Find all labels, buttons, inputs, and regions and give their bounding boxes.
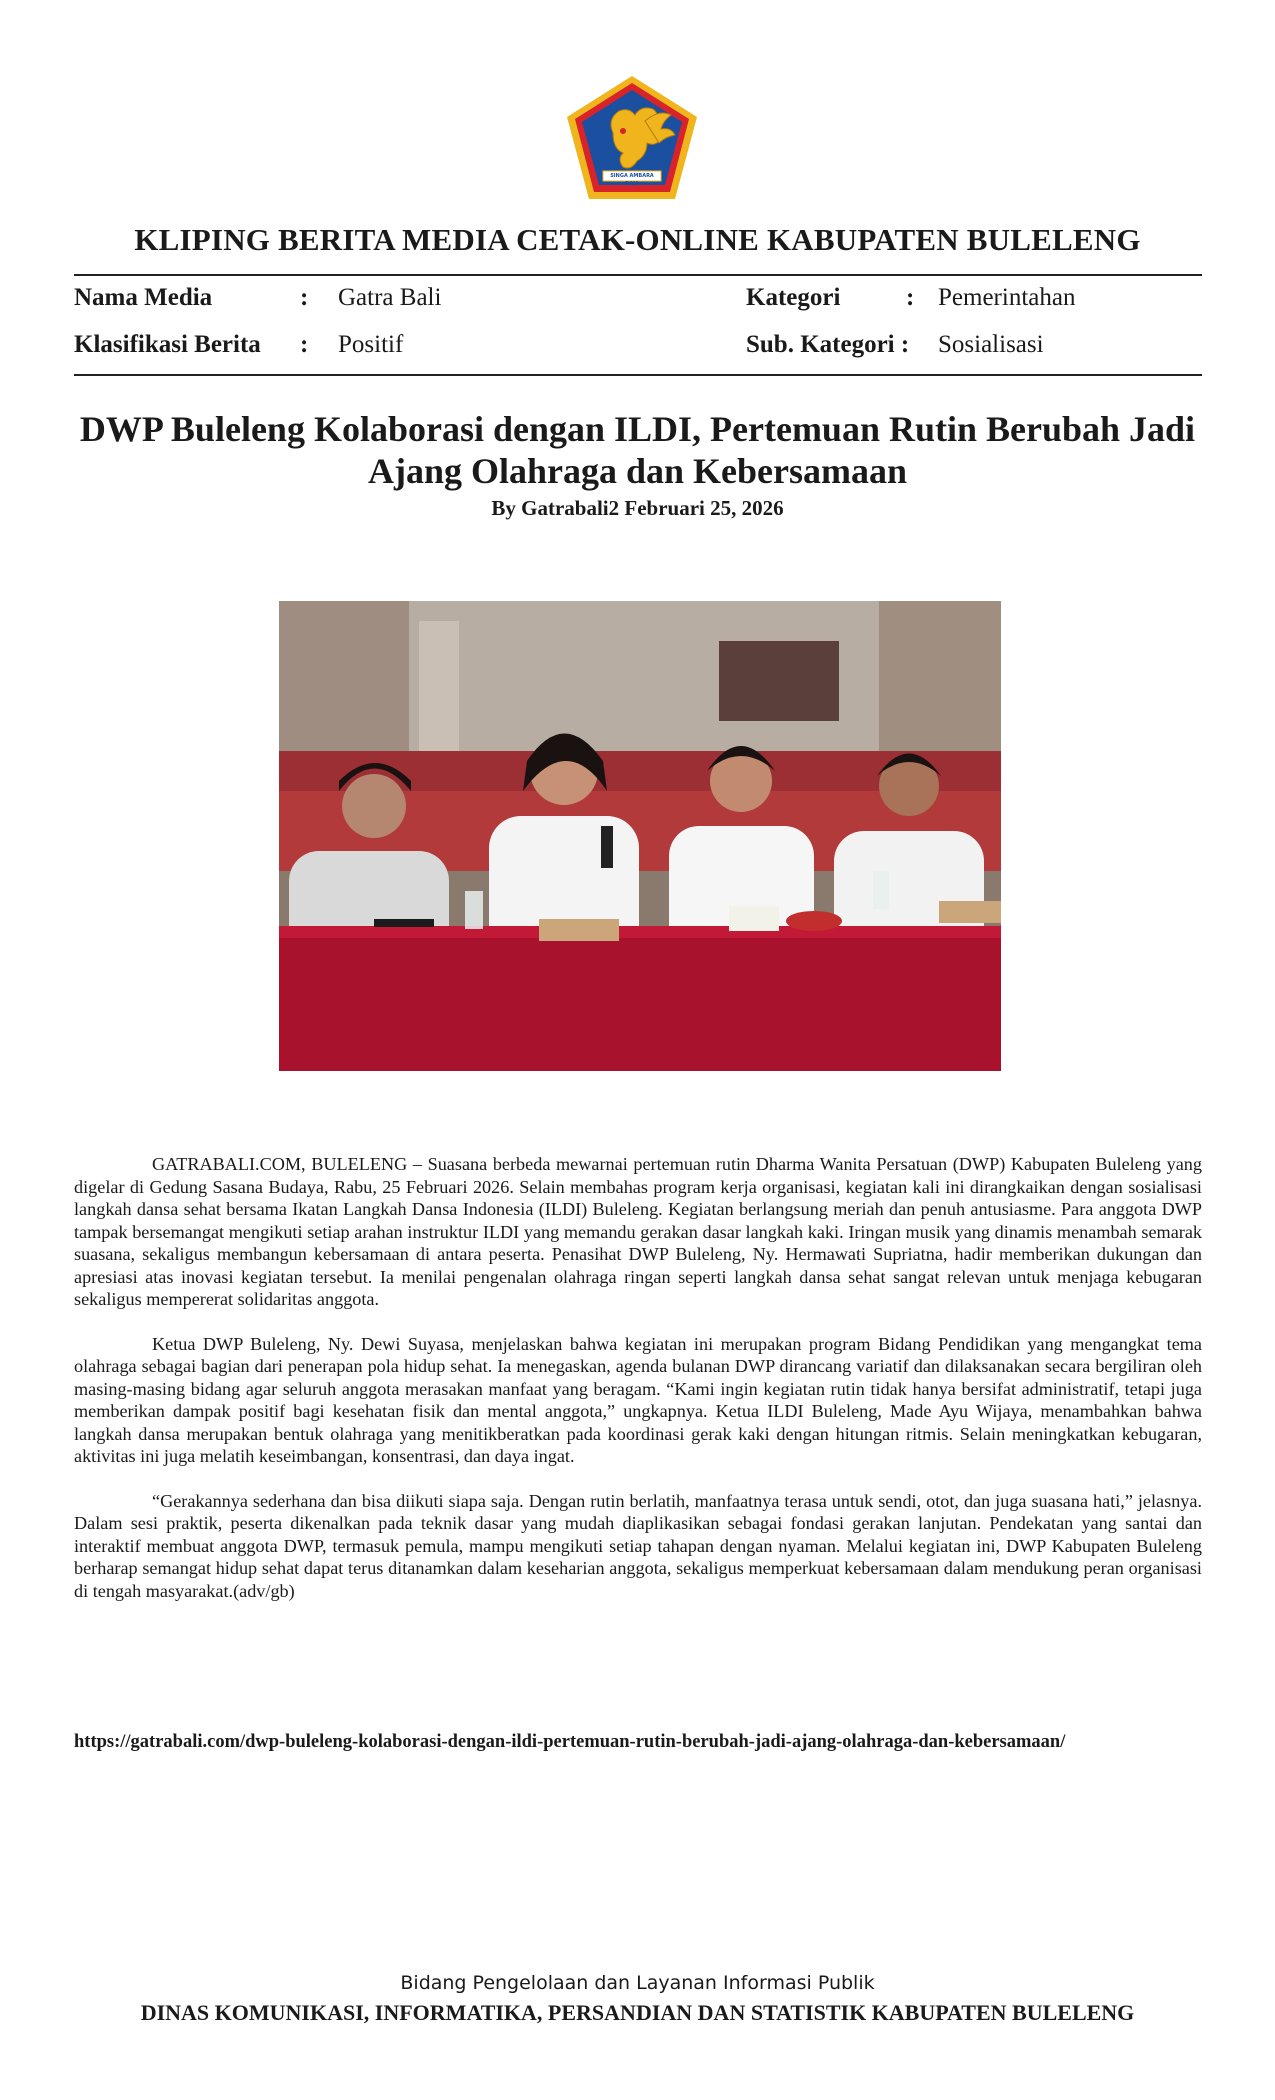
nama-media-colon: : <box>300 284 309 311</box>
kategori-value: Pemerintahan <box>938 284 1076 311</box>
article-paragraph: Ketua DWP Buleleng, Ny. Dewi Suyasa, menjelaskan bahwa kegiatan ini merupakan program Bidang Pendidikan yang mengangkat tema olahraga sebagai bagian dari penerapan pola hidup sehat. Ia menegaskan, agenda bulanan DWP dirancang variatif dan dilaksanakan secara bergiliran oleh masing-masing bidang agar seluruh anggota merasakan manfaat yang beragam. “Kami ingin kegiatan rutin tidak hanya bersifat administratif, tetapi juga memberikan dampak positif bagi kesehatan fisik dan mental anggota,” ungkapnya. Ketua ILDI Buleleng, Made Ayu Wijaya, menambahkan bahwa langkah dansa merupakan bentuk olahraga yang menitikberatkan pada koordinasi gerak kaki dengan hitungan ritmis. Selain meningkatkan kebugaran, aktivitas ini juga melatih keseimbangan, konsentrasi, dan daya ingat. <box>74 1333 1202 1466</box>
klasifikasi-colon: : <box>300 331 309 358</box>
sub-kategori-value: Sosialisasi <box>938 331 1044 358</box>
header-divider-top <box>74 274 1202 276</box>
footer-agency: DINAS KOMUNIKASI, INFORMATIKA, PERSANDIAN DAN STATISTIK KABUPATEN BULELENG <box>140 2000 1135 2025</box>
meta-row-2 <box>0 331 1275 371</box>
article-body <box>74 1153 1202 1624</box>
sub-kategori-label: Sub. Kategori : <box>746 331 910 358</box>
footer-department: Bidang Pengelolaan dan Layanan Informasi Publik <box>400 1972 875 1994</box>
emblem-motto: SINGA AMBARA RAJA <box>610 173 654 187</box>
meta-row-1 <box>0 284 1275 324</box>
kategori-label: Kategori <box>746 284 841 311</box>
kategori-colon: : <box>906 284 915 311</box>
source-url-link[interactable]: https://gatrabali.com/dwp-buleleng-kolaborasi-dengan-ildi-pertemuan-rutin-berubah-jadi-ajang-olahraga-dan-kebersamaan/ <box>74 1732 1066 1752</box>
article-headline: DWP Buleleng Kolaborasi dengan ILDI, Pertemuan Rutin Berubah Jadi Ajang Olahraga dan Kebersamaan <box>79 409 1196 491</box>
clipping-header-title: KLIPING BERITA MEDIA CETAK-ONLINE KABUPATEN BULELENG <box>134 222 1141 257</box>
press-conference-photo <box>279 601 1001 1071</box>
klasifikasi-value: Positif <box>338 331 404 358</box>
article-paragraph: “Gerakannya sederhana dan bisa diikuti siapa saja. Dengan rutin berlatih, manfaatnya terasa untuk sendi, otot, dan juga suasana hati,” jelasnya. Dalam sesi praktik, peserta dikenalkan pada teknik dasar yang mudah diaplikasikan sebagai fondasi gerakan lanjutan. Pendekatan yang santai dan interaktif membuat anggota DWP, termasuk pemula, mampu mengikuti setiap tahapan dengan nyaman. Melalui kegiatan ini, DWP Kabupaten Buleleng berharap semangat hidup sehat dapat terus ditanamkan dalam keseharian anggota, sekaligus memperkuat kebersamaan dalam mendukung peran organisasi di tengah masyarakat.(adv/gb) <box>74 1490 1202 1601</box>
nama-media-label: Nama Media <box>74 284 213 311</box>
nama-media-value: Gatra Bali <box>338 284 442 311</box>
article-byline: By Gatrabali2 Februari 25, 2026 <box>491 496 784 520</box>
press-conference-image-icon <box>279 601 1001 1071</box>
klasifikasi-label: Klasifikasi Berita <box>74 331 261 358</box>
header-divider-bottom <box>74 374 1202 376</box>
article-paragraph: GATRABALI.COM, BULELENG – Suasana berbeda mewarnai pertemuan rutin Dharma Wanita Persatuan (DWP) Kabupaten Buleleng yang digelar di Gedung Sasana Budaya, Rabu, 25 Februari 2026. Selain membahas program kerja organisasi, kegiatan kali ini dirangkaikan dengan sosialisasi langkah dansa sehat bersama Ikatan Langkah Dansa Indonesia (ILDI) Buleleng. Kegiatan berlangsung meriah dan penuh antusiasme. Para anggota DWP tampak bersemangat mengikuti setiap arahan instruktur ILDI yang memandu gerakan dasar langkah kaki. Iringan musik yang dinamis menambah semarak suasana, sekaligus membangun kebersamaan di antara peserta. Penasihat DWP Buleleng, Ny. Hermawati Supriatna, hadir memberikan dukungan dan apresiasi atas inovasi kegiatan tersebut. Ia menilai pengenalan olahraga ringan seperti langkah dansa sehat sangat relevan untuk menjaga kebugaran sekaligus mempererat solidaritas anggota. <box>74 1154 1202 1309</box>
regency-emblem-logo <box>563 73 701 203</box>
